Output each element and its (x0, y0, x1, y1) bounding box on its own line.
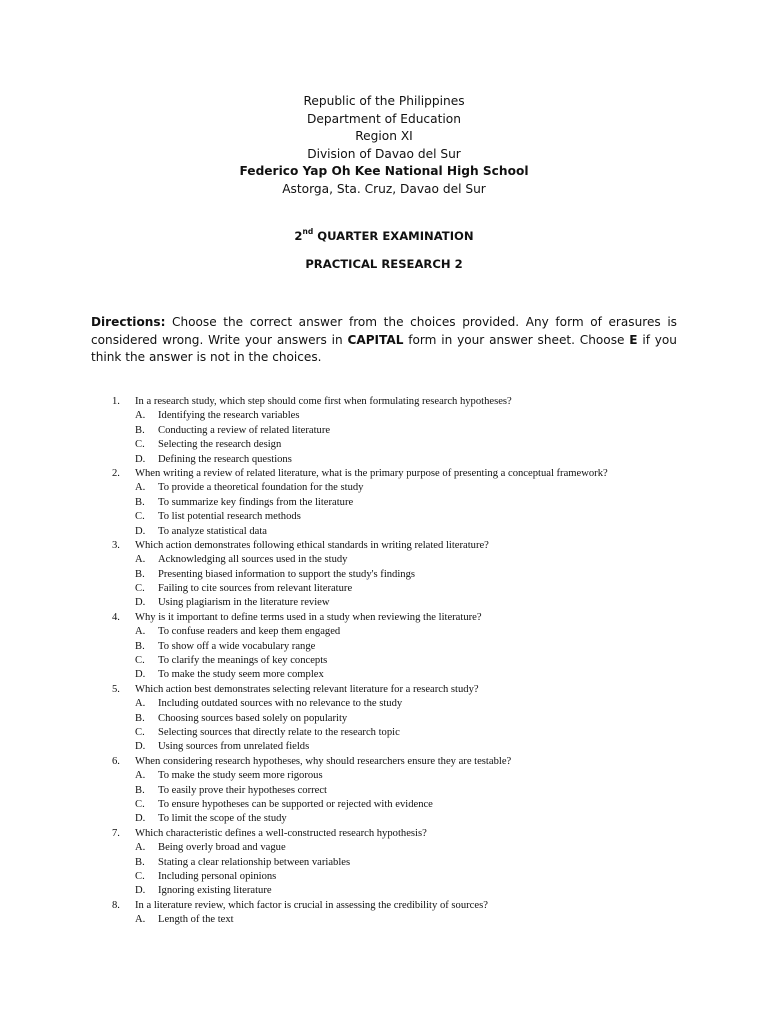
choice-letter: B. (135, 712, 145, 724)
choice-letter: D. (135, 669, 146, 681)
question-stem (112, 827, 712, 841)
choice-text: To make the study seem more complex (158, 669, 324, 681)
choice-text: Presenting biased information to support the study's findings (158, 568, 416, 580)
answer-choice (112, 769, 712, 783)
answer-choice (112, 654, 712, 668)
question-number: 8. (112, 899, 120, 911)
answer-choice (112, 668, 712, 682)
question-list (112, 395, 712, 927)
choice-text: Using plagiarism in the literature review (158, 597, 330, 609)
directions-text-2: form in your answer sheet. Choose (408, 332, 625, 347)
question-number: 3. (112, 539, 120, 551)
answer-choice (112, 798, 712, 812)
choice-text: Acknowledging all sources used in the study (158, 554, 348, 566)
question-text: Which action demonstrates following ethical standards in writing related literature? (135, 539, 489, 551)
question-item (112, 755, 712, 827)
choice-letter: B. (135, 568, 145, 580)
question-number: 7. (112, 827, 120, 839)
answer-choice (112, 625, 712, 639)
choice-letter: A. (135, 554, 146, 566)
answer-choice (112, 553, 712, 567)
choice-letter: A. (135, 410, 146, 422)
answer-choice (112, 740, 712, 754)
choice-letter: A. (135, 842, 146, 854)
choice-text: Using sources from unrelated fields (158, 741, 310, 753)
choice-letter: B. (135, 856, 145, 868)
question-stem (112, 755, 712, 769)
exam-ordinal-suffix: nd (302, 227, 314, 236)
directions-paragraph (91, 314, 677, 367)
answer-choice (112, 409, 712, 423)
choice-text: To limit the scope of the study (158, 813, 287, 825)
choice-letter: D. (135, 597, 146, 609)
choice-letter: D. (135, 741, 146, 753)
choice-letter: C. (135, 511, 145, 523)
choice-text: To easily prove their hypotheses correct (158, 784, 327, 796)
choice-letter: C. (135, 798, 145, 810)
question-text: Why is it important to define terms used in a study when reviewing the literature? (135, 611, 482, 623)
question-text: Which characteristic defines a well-constructed research hypothesis? (135, 827, 427, 839)
choice-letter: D. (135, 885, 146, 897)
answer-choice (112, 712, 712, 726)
header-division: Division of Davao del Sur (307, 146, 461, 161)
answer-choice (112, 812, 712, 826)
exam-title-text: QUARTER EXAMINATION (317, 229, 474, 243)
exam-ordinal-number: 2 (294, 229, 303, 243)
directions-text-3: if you think the answer is not in the choices. (91, 332, 677, 365)
answer-choice (112, 496, 712, 510)
choice-text: Ignoring existing literature (158, 885, 272, 897)
answer-choice (112, 582, 712, 596)
choice-text: Selecting sources that directly relate to the research topic (158, 726, 400, 738)
choice-letter: C. (135, 726, 145, 738)
header-school-name: Federico Yap Oh Kee National High School (239, 164, 529, 179)
answer-choice (112, 884, 712, 898)
question-stem (112, 395, 712, 409)
choice-text: Conducting a review of related literature (158, 424, 331, 436)
choice-letter: A. (135, 698, 146, 710)
document-header (0, 93, 768, 199)
choice-text: To list potential research methods (158, 511, 301, 523)
answer-choice (112, 510, 712, 524)
answer-choice (112, 856, 712, 870)
answer-choice (112, 481, 712, 495)
subject-title: PRACTICAL RESEARCH 2 (305, 257, 463, 271)
choice-letter: A. (135, 626, 146, 638)
question-item (112, 539, 712, 611)
answer-choice (112, 424, 712, 438)
choice-text: To show off a wide vocabulary range (158, 640, 316, 652)
question-number: 4. (112, 611, 120, 623)
answer-choice (112, 568, 712, 582)
choice-text: Including personal opinions (158, 870, 277, 882)
choice-letter: A. (135, 482, 146, 494)
answer-choice (112, 841, 712, 855)
choice-text: Being overly broad and vague (158, 842, 286, 854)
header-region: Region XI (355, 129, 413, 144)
choice-text: To confuse readers and keep them engaged (158, 626, 341, 638)
answer-choice (112, 453, 712, 467)
question-number: 6. (112, 755, 120, 767)
question-text: When writing a review of related literature, what is the primary purpose of presenting a conceptual framework? (135, 467, 608, 479)
choice-text: Selecting the research design (158, 439, 282, 451)
header-school-address: Astorga, Sta. Cruz, Davao del Sur (282, 181, 486, 196)
question-number: 5. (112, 683, 120, 695)
choice-letter: C. (135, 870, 145, 882)
answer-choice (112, 596, 712, 610)
answer-choice (112, 438, 712, 452)
answer-choice (112, 697, 712, 711)
directions-capital-word: CAPITAL (347, 332, 404, 347)
choice-letter: B. (135, 784, 145, 796)
choice-letter: B. (135, 496, 145, 508)
choice-text: To analyze statistical data (158, 525, 267, 537)
question-stem (112, 611, 712, 625)
question-item (112, 827, 712, 899)
header-department: Department of Education (307, 111, 461, 126)
question-stem (112, 899, 712, 913)
question-text: Which action best demonstrates selecting relevant literature for a research study? (135, 683, 479, 695)
choice-letter: B. (135, 424, 145, 436)
choice-letter: A. (135, 770, 146, 782)
question-stem (112, 539, 712, 553)
choice-letter: C. (135, 655, 145, 667)
choice-text: Defining the research questions (158, 453, 292, 465)
answer-choice (112, 640, 712, 654)
question-number: 2. (112, 467, 120, 479)
answer-choice (112, 870, 712, 884)
question-number: 1. (112, 396, 120, 407)
question-item (112, 611, 712, 683)
choice-text: To ensure hypotheses can be supported or rejected with evidence (158, 798, 433, 810)
choice-letter: B. (135, 640, 145, 652)
choice-text: Stating a clear relationship between variables (158, 856, 351, 868)
answer-choice (112, 726, 712, 740)
choice-letter: D. (135, 453, 146, 465)
question-item (112, 395, 712, 467)
question-text: In a research study, which step should come first when formulating research hypotheses? (135, 396, 512, 407)
choice-letter: C. (135, 439, 145, 451)
exam-title (0, 227, 768, 243)
choice-text: To clarify the meanings of key concepts (158, 655, 328, 667)
question-text: In a literature review, which factor is crucial in assessing the credibility of sources? (135, 899, 488, 911)
question-text: When considering research hypotheses, why should researchers ensure they are testable? (135, 755, 512, 767)
choice-text: To make the study seem more rigorous (158, 770, 323, 782)
question-stem (112, 683, 712, 697)
question-item (112, 467, 712, 539)
directions-text-1: Choose the correct answer from the choices provided. Any form of erasures is considered wrong. Write your answers in (91, 315, 677, 347)
choice-letter: A. (135, 914, 146, 926)
choice-text: Failing to cite sources from relevant literature (158, 583, 353, 595)
choice-letter: D. (135, 813, 146, 825)
directions-label: Directions: (91, 315, 166, 329)
choice-text: Choosing sources based solely on popularity (158, 712, 348, 724)
header-country: Republic of the Philippines (303, 94, 465, 108)
choice-text: To summarize key findings from the literature (158, 496, 354, 508)
choice-text: To provide a theoretical foundation for the study (158, 482, 364, 494)
answer-choice (112, 913, 712, 927)
question-stem (112, 467, 712, 481)
question-item (112, 899, 712, 928)
choice-text: Identifying the research variables (158, 410, 300, 422)
choice-letter: D. (135, 525, 146, 537)
directions-letter-e: E (629, 332, 638, 347)
choice-letter: C. (135, 583, 145, 595)
question-item (112, 683, 712, 755)
choice-text: Length of the text (158, 914, 234, 926)
answer-choice (112, 525, 712, 539)
choice-text: Including outdated sources with no relevance to the study (158, 698, 403, 710)
answer-choice (112, 784, 712, 798)
